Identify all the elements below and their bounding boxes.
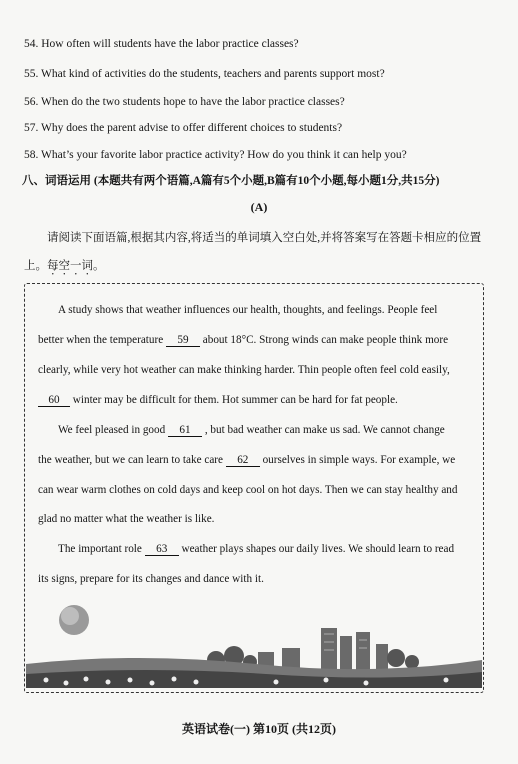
- blank-59: 59: [166, 334, 200, 347]
- blank-60: 60: [38, 394, 70, 407]
- passage-line: [38, 454, 455, 467]
- question-56: 56. When do the two students hope to have the labor practice classes?: [24, 96, 345, 108]
- passage-line: its signs, prepare for its changes and dance with it.: [38, 573, 264, 585]
- question-54: 54. How often will students have the labor practice classes?: [24, 38, 299, 50]
- blank-61: 61: [168, 424, 202, 437]
- city-landscape-illustration: [26, 600, 482, 688]
- instruction-text: 请阅读下面语篇,根据其内容,将适当的单词填入空白处,并将答案写在答题卡相应的位置上。: [24, 232, 482, 272]
- passage-line: [38, 394, 398, 407]
- passage-line: [58, 424, 445, 437]
- passage-line: A study shows that weather influences our health, thoughts, and feelings. People feel: [58, 304, 438, 316]
- question-58: 58. What’s your favorite labor practice activity? How do you think it can help you?: [24, 149, 407, 161]
- passage-text: better when the temperature: [38, 334, 164, 346]
- passage-line: can wear warm clothes on cold days and keep cool on hot days. Then we can stay healthy and: [38, 484, 458, 496]
- instruction-emphasis: 每空一词: [47, 260, 93, 272]
- city-buildings: [258, 628, 388, 672]
- blank-62: 62: [226, 454, 260, 467]
- question-57: 57. Why does the parent advise to offer different choices to students?: [24, 122, 343, 134]
- part-label: (A): [250, 200, 268, 214]
- passage-line: clearly, while very hot weather can make thinking harder. Thin people often feel cold easily,: [38, 364, 450, 376]
- question-55: 55. What kind of activities do the students, teachers and parents support most?: [24, 68, 385, 80]
- section-title: 八、词语运用 (本题共有两个语篇,A篇有5个小题,B篇有10个小题,每小题1分,共15分): [22, 175, 440, 187]
- passage-text: winter may be difficult for them. Hot summer can be hard for fat people.: [72, 394, 398, 406]
- passage-text: weather plays shapes our daily lives. We should learn to read: [181, 543, 455, 555]
- page-footer: 英语试卷(一) 第10页 (共12页): [182, 722, 336, 736]
- passage-text: , but bad weather can make us sad. We cannot change: [204, 424, 445, 436]
- passage-line: [58, 543, 454, 556]
- passage-text: ourselves in simple ways. For example, we: [262, 454, 456, 466]
- instruction-end: 。: [93, 260, 105, 272]
- blank-63: 63: [145, 543, 179, 556]
- passage-text: We feel pleased in good: [58, 424, 166, 436]
- passage-text: The important role: [58, 543, 142, 555]
- passage-line: glad no matter what the weather is like.: [38, 513, 215, 525]
- instruction: [24, 224, 494, 280]
- passage-line: [38, 334, 448, 347]
- passage-text: about 18°C. Strong winds can make people think more: [202, 334, 449, 346]
- passage-text: the weather, but we can learn to take care: [38, 454, 223, 466]
